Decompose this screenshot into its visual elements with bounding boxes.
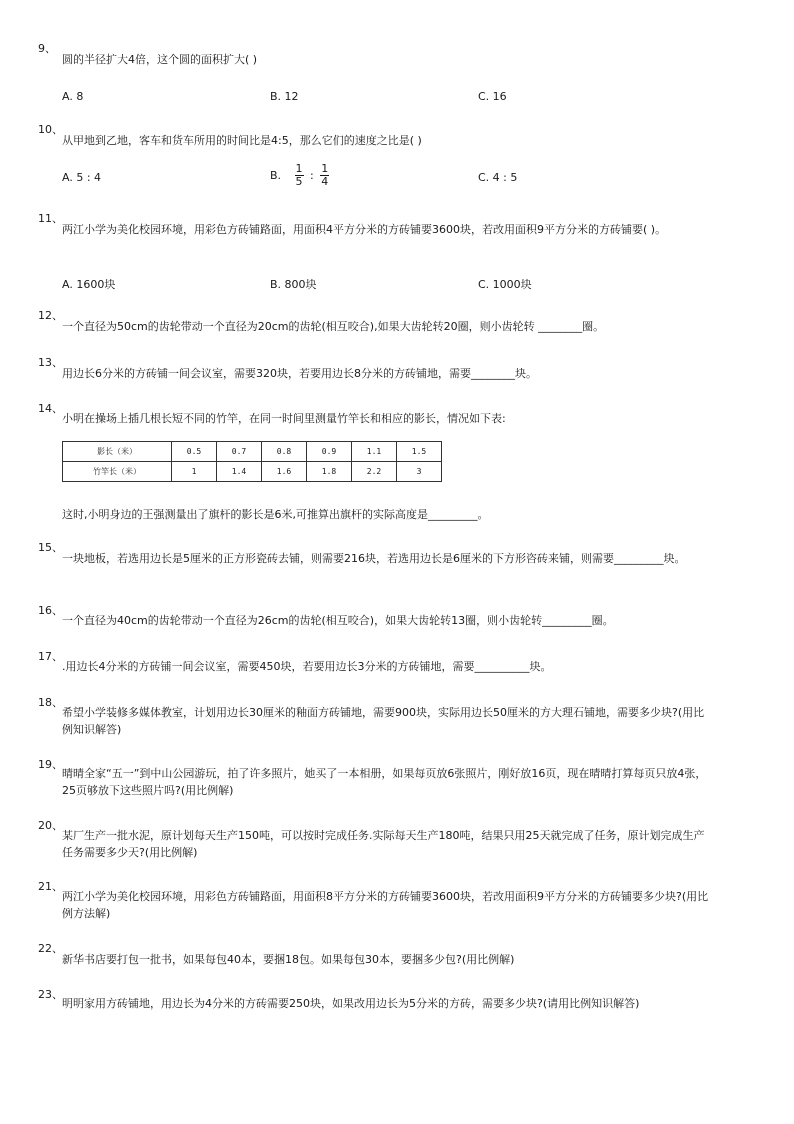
- question-number: 9、: [38, 42, 56, 55]
- question-text: 新华书店要打包一批书，如果每包40本，要捆18包。如果每包30本，要捆多少包?(用比例解): [62, 953, 515, 966]
- option-a: A. 8: [62, 90, 84, 103]
- fraction-denominator: 5: [295, 175, 303, 188]
- fraction-one-fifth: [295, 163, 304, 188]
- option-b: [270, 163, 331, 188]
- shadow-length-table: [62, 441, 442, 482]
- fraction-numerator: 1: [295, 162, 303, 175]
- option-a: A. 5 : 4: [62, 171, 102, 184]
- option-b-prefix: B.: [270, 169, 282, 182]
- question-number: 10、: [38, 123, 63, 136]
- question-text: 一块地板，若选用边长是5厘米的正方形瓷砖去铺，则需要216块，若选用边长是6厘米的下方形咨砖来铺，则需要_________块。: [62, 552, 686, 565]
- table-cell: 1.5: [397, 442, 442, 462]
- table-cell: 1: [172, 462, 217, 482]
- table-cell: 1.8: [307, 462, 352, 482]
- question-text: 一个直径为50cm的齿轮带动一个直径为20cm的齿轮(相互咬合),如果大齿轮转20圈，则小齿轮转 ________圈。: [62, 320, 605, 333]
- table-row-label: 竹竿长（米）: [63, 462, 172, 482]
- question-text: 明明家用方砖铺地，用边长为4分米的方砖需要250块，如果改用边长为5分米的方砖，需要多少块?(请用比例知识解答): [62, 997, 640, 1010]
- question-text: 希望小学装修多媒体教室，计划用边长30厘米的釉面方砖铺地，需要900块，实际用边长50厘米的方大理石铺地，需要多少块?(用比例知识解答): [62, 706, 705, 736]
- table-cell: 0.9: [307, 442, 352, 462]
- table-row: [63, 442, 442, 462]
- question-text: 一个直径为40cm的齿轮带动一个直径为26cm的齿轮(相互咬合)，如果大齿轮转13圈，则小齿轮转_________圈。: [62, 614, 614, 627]
- question-number: 14、: [38, 402, 63, 415]
- question-number: 20、: [38, 819, 63, 832]
- question-text: 圆的半径扩大4倍，这个圆的面积扩大( ): [62, 53, 258, 66]
- question-number: 19、: [38, 758, 63, 771]
- question-number: 23、: [38, 988, 63, 1001]
- fraction-numerator: 1: [321, 162, 329, 175]
- table-cell: 2.2: [352, 462, 397, 482]
- question-number: 18、: [38, 696, 63, 709]
- question-text: 小明在操场上插几根长短不同的竹竿，在同一时间里测量竹竿长和相应的影长，情况如下表:: [62, 412, 506, 425]
- question-followup-text: 这时,小明身边的王强测量出了旗杆的影长是6米,可推算出旗杆的实际高度是_________。: [62, 508, 489, 521]
- question-number: 15、: [38, 541, 63, 554]
- table-cell: 0.7: [217, 442, 262, 462]
- table-cell: 3: [397, 462, 442, 482]
- option-c: C. 4 : 5: [478, 171, 518, 184]
- question-text: 两江小学为美化校园环境，用彩色方砖铺路面，用面积4平方分米的方砖铺要3600块，若改用面积9平方分米的方砖铺要( )。: [62, 223, 667, 236]
- question-number: 22、: [38, 942, 63, 955]
- table-cell: 0.5: [172, 442, 217, 462]
- table-row-label: 影长（米）: [63, 442, 172, 462]
- fraction-one-fourth: [320, 163, 329, 188]
- table-cell: 1.4: [217, 462, 262, 482]
- question-text: 晴晴全家“五一”到中山公园游玩，拍了许多照片，她买了一本相册，如果每页放6张照片，刚好放16页，现在晴晴打算每页只放4张，25页够放下这些照片吗?(用比例解): [62, 767, 707, 797]
- question-number: 13、: [38, 356, 63, 369]
- question-number: 16、: [38, 604, 63, 617]
- option-b: B. 800块: [270, 278, 317, 291]
- table-cell: 1.6: [262, 462, 307, 482]
- question-number: 21、: [38, 880, 63, 893]
- option-b: B. 12: [270, 90, 299, 103]
- question-number: 12、: [38, 309, 63, 322]
- question-number: 17、: [38, 650, 63, 663]
- table-cell: 0.8: [262, 442, 307, 462]
- fraction-denominator: 4: [321, 175, 329, 188]
- question-text: 两江小学为美化校园环境，用彩色方砖铺路面，用面积8平方分米的方砖铺要3600块，若改用面积9平方分米的方砖铺要多少块?(用比例方法解): [62, 890, 709, 920]
- table-row: [63, 462, 442, 482]
- question-text: .用边长4分米的方砖铺一间会议室，需要450块，若要用边长3分米的方砖铺地，需要__________块。: [62, 660, 552, 673]
- question-text: 从甲地到乙地，客车和货车所用的时间比是4:5，那么它们的速度之比是( ): [62, 134, 422, 147]
- table-cell: 1.1: [352, 442, 397, 462]
- option-c: C. 1000块: [478, 278, 532, 291]
- option-c: C. 16: [478, 90, 507, 103]
- question-number: 11、: [38, 212, 63, 225]
- ratio-colon: :: [310, 169, 314, 182]
- option-a: A. 1600块: [62, 278, 116, 291]
- question-text: 某厂生产一批水泥，原计划每天生产150吨，可以按时完成任务.实际每天生产180吨，结果只用25天就完成了任务，原计划完成生产任务需要多少天?(用比例解): [62, 829, 705, 859]
- question-text: 用边长6分米的方砖铺一间会议室，需要320块，若要用边长8分米的方砖铺地，需要________块。: [62, 367, 537, 380]
